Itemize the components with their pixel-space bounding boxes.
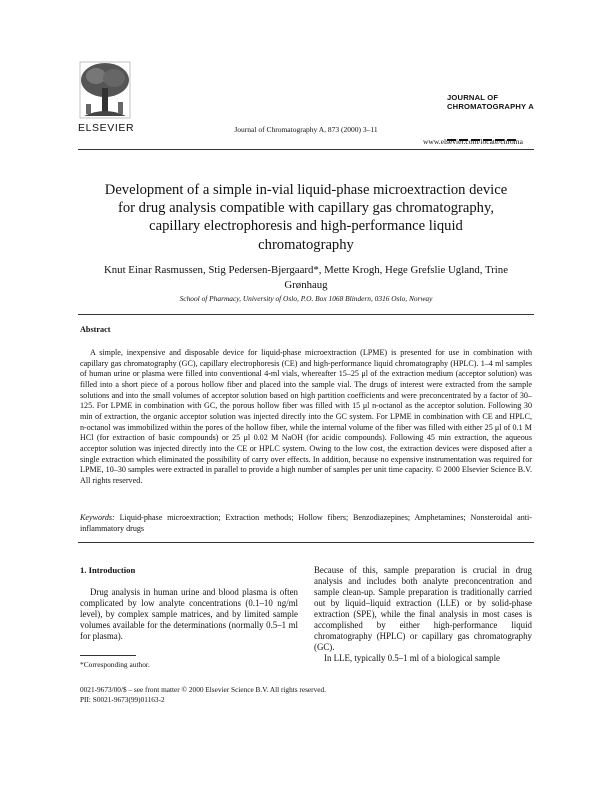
journal-website-link[interactable]: www.elsevier.com/locate/chroma: [423, 137, 523, 146]
section-heading-introduction: 1. Introduction: [80, 565, 136, 575]
front-matter-copyright: 0021-9673/00/$ – see front matter © 2000 Elsevier Science B.V. All rights reserved.: [80, 685, 326, 694]
author-affiliation: School of Pharmacy, University of Oslo, P.O. Box 1068 Blindern, 0316 Oslo, Norway: [179, 294, 433, 303]
article-title: Development of a simple in-vial liquid-phase microextraction device for drug analysis compatible with capillary gas chromatography, capillary electrophoresis and high-performance liquid chromatography: [104, 182, 508, 253]
journal-brand-line1: JOURNAL OF: [447, 93, 499, 102]
abstract-heading: Abstract: [80, 325, 111, 334]
footnote-divider: [80, 655, 136, 656]
elsevier-tree-logo-icon: [78, 60, 132, 120]
journal-brand-line2: CHROMATOGRAPHY A: [447, 101, 534, 111]
publisher-name: ELSEVIER: [78, 122, 135, 134]
journal-citation: Journal of Chromatography A, 873 (2000) 3–11: [234, 125, 378, 134]
keywords: [80, 513, 532, 534]
left-column-paragraph: Drug analysis in human urine and blood plasma is often complicated by low analyte concentrations (0.1–10 ng/ml level), by complex sample matrices, and by limited sample volumes available for the determinations (normally 0.5–1 ml for plasma).: [80, 587, 298, 642]
abstract-divider: [78, 542, 534, 543]
abstract-text: A simple, inexpensive and disposable device for liquid-phase microextraction (LPME) is presented for use in combination with capillary gas chromatography (GC), capillary electrophoresis (CE) and high-performance liquid chromatography (HPLC). 1–4 ml samples of human urine or plasma were filled into conventional 4-ml vials, whereafter 15–25 μl of the extraction medium (acceptor solution) was filled into a short piece of a porous hollow fiber and placed into the sample vial. The drugs of interest were extracted from the sample solutions and into the small volumes of acceptor solution based on high partition coefficients and were preconcentrated by a factor of 30–125. For LPME in combination with GC, the porous hollow fiber was filled with 15 μl n-octanol as the acceptor solution. Following 30 min of extraction, the organic acceptor solution was injected directly into the GC system. For LPME in combination with CE and HPLC, n-octanol was immobilized within the pores of the hollow fiber, while the internal volume of the fiber was filled with either 25 μl of 0.1 M HCl (for extraction of basic compounds) or 25 μl 0.02 M NaOH (for acidic compounds). Following 45 min extraction, the aqueous acceptor solution was injected directly into the CE or HPLC system. Owing to the low cost, the extraction devices were disposed after a single extraction which eliminated the possibility of carry over effects. In addition, because no expensive instrumentation was required for LPME, 10–30 samples were extracted in parallel to provide a high number of samples per unit time capacity. © 2000 Elsevier Science B.V. All rights reserved.: [80, 348, 532, 485]
article-authors: Knut Einar Rasmussen, Stig Pedersen-Bjergaard*, Mette Krogh, Hege Grefslie Ugland, Trine Grønhaug: [103, 264, 508, 291]
keywords-list: Liquid-phase microextraction; Extraction methods; Hollow fibers; Benzodiazepines; Amphetamines; Nonsteroidal anti-inflammatory drugs: [80, 513, 532, 533]
front-matter: [80, 685, 326, 705]
brand-decoration: [447, 128, 527, 130]
front-matter-pii: PII: S0021-9673(99)01163-2: [80, 695, 165, 705]
right-column-paragraph-2: In LLE, typically 0.5–1 ml of a biological sample: [324, 653, 500, 664]
header-divider: [78, 149, 534, 150]
footnote-corresponding-author: *Corresponding author.: [80, 660, 150, 669]
title-divider: [78, 314, 534, 315]
right-column: [314, 565, 532, 664]
journal-brand: [447, 94, 534, 111]
right-column-paragraph-1: Because of this, sample preparation is crucial in drug analysis and includes both analyte preconcentration and sample clean-up. Sample preparation is traditionally carried out by liquid–liquid extraction (LLE) or by solid-phase extraction (SPE), while the final analysis in most cases is accomplished by either high-performance liquid chromatography (HPLC) or capillary gas chromatography (GC).: [314, 565, 532, 653]
keywords-label: Keywords:: [80, 513, 115, 522]
